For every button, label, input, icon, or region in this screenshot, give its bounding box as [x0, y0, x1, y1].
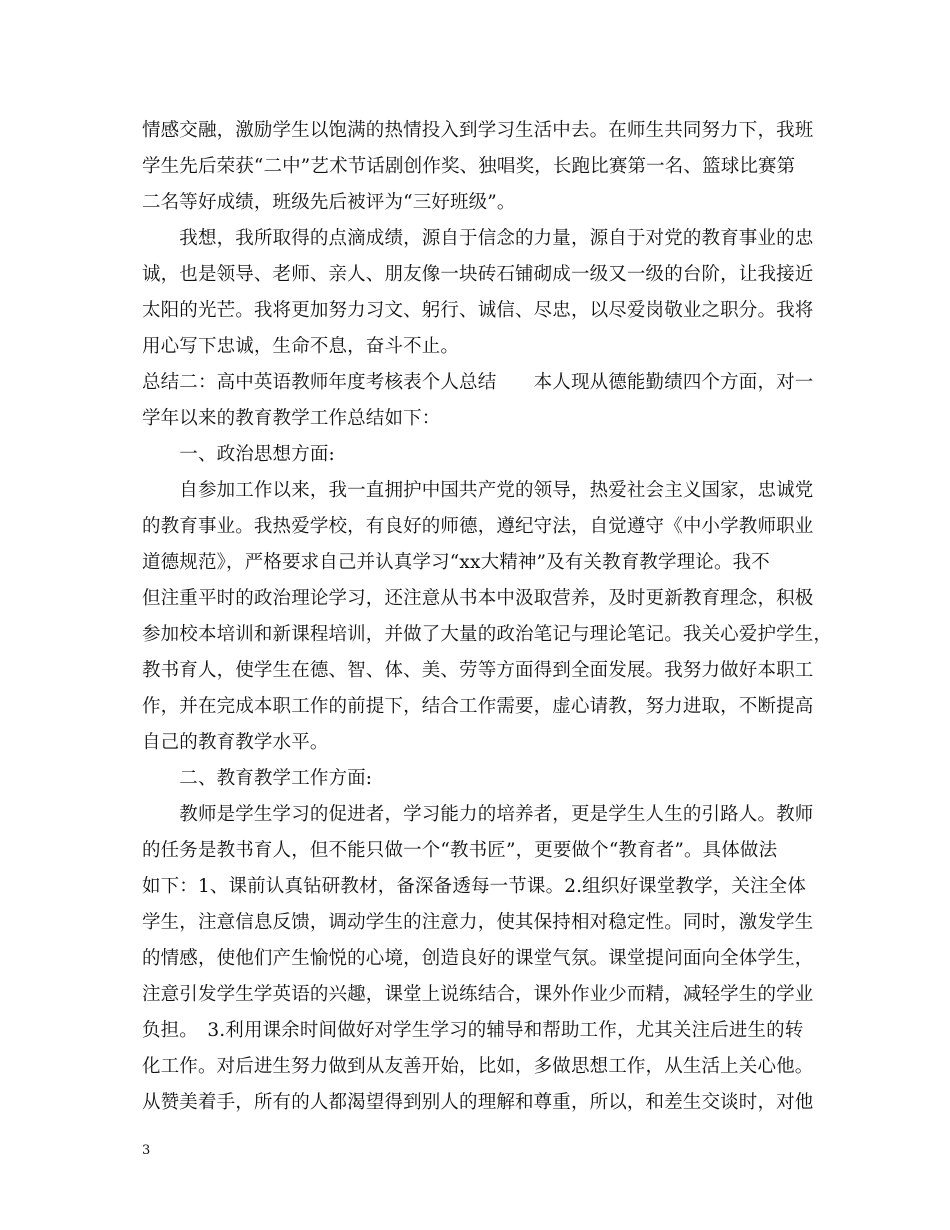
text-line: 太阳的光芒。我将更加努力习文、躬行、诚信、尽忠，以尽爱岗敬业之职分。我将: [142, 300, 814, 321]
text-line: 用心写下忠诚，生命不息，奋斗不止。: [142, 336, 460, 357]
text-line: 的情感，使他们产生愉悦的心境，创造良好的课堂气氛。课堂提问面向全体学生，: [142, 948, 814, 969]
text-line: 二名等好成绩，班级先后被评为“三好班级”。: [142, 192, 516, 213]
text-line: 作，并在完成本职工作的前提下，结合工作需要，虚心请教，努力进取，不断提高: [142, 696, 814, 717]
text-line: 教师是学生学习的促进者，学习能力的培养者，更是学生人生的引路人。教师: [142, 804, 814, 825]
text-line: 自己的教育教学水平。: [142, 732, 329, 753]
text-line: 注意引发学生学英语的兴趣，课堂上说练结合，课外作业少而精，减轻学生的学业: [142, 984, 814, 1005]
subsection-heading: 二、教育教学工作方面:: [142, 768, 373, 789]
page-number: 3: [142, 1143, 151, 1158]
text-line: 自参加工作以来，我一直拥护中国共产党的领导，热爱社会主义国家，忠诚党: [142, 480, 814, 501]
text-line: 情感交融，激励学生以饱满的热情投入到学习生活中去。在师生共同努力下，我班: [142, 120, 814, 141]
text-line: 如下：1、课前认真钻研教材，备深备透每一节课。2.组织好课堂教学，关注全体: [142, 876, 806, 897]
text-line: 道德规范》，严格要求自己并认真学习“xx大精神”及有关教育教学理论。我不: [142, 552, 770, 573]
text-line: 但注重平时的政治理论学习，还注意从书本中汲取营养，及时更新教育理念，积极: [142, 588, 814, 609]
text-line: 参加校本培训和新课程培训，并做了大量的政治笔记与理论笔记。我关心爱护学生，: [142, 624, 833, 645]
subsection-heading: 一、政治思想方面:: [142, 444, 335, 465]
section-heading-line: 总结二：高中英语教师年度考核表个人总结 本人现从德能勤绩四个方面，对一: [142, 372, 814, 393]
text-line: 化工作。对后进生努力做到从友善开始，比如，多做思想工作，从生活上关心他。: [142, 1056, 814, 1077]
text-line: 的任务是教书育人，但不能只做一个“教书匠”，更要做个“教育者”。具体做法: [142, 840, 778, 861]
text-line: 学年以来的教育教学工作总结如下：: [142, 408, 441, 429]
text-line: 教书育人，使学生在德、智、体、美、劳等方面得到全面发展。我努力做好本职工: [142, 660, 814, 681]
text-line: 的教育事业。我热爱学校，有良好的师德，遵纪守法，自觉遵守《中小学教师职业: [142, 516, 814, 537]
text-line: 负担。 3.利用课余时间做好对学生学习的辅导和帮助工作，尤其关注后进生的转: [142, 1020, 804, 1041]
text-line: 诚，也是领导、老师、亲人、朋友像一块砖石铺砌成一级又一级的台阶，让我接近: [142, 264, 814, 285]
text-line: 学生先后荣获“二中”艺术节话剧创作奖、独唱奖，长跑比赛第一名、篮球比赛第: [142, 156, 796, 177]
text-line: 学生，注意信息反馈，调动学生的注意力，使其保持相对稳定性。同时，激发学生: [142, 912, 814, 933]
text-line: 从赞美着手，所有的人都渴望得到别人的理解和尊重，所以，和差生交谈时，对他: [142, 1092, 814, 1113]
text-line: 我想，我所取得的点滴成绩，源自于信念的力量，源自于对党的教育事业的忠: [142, 228, 814, 249]
